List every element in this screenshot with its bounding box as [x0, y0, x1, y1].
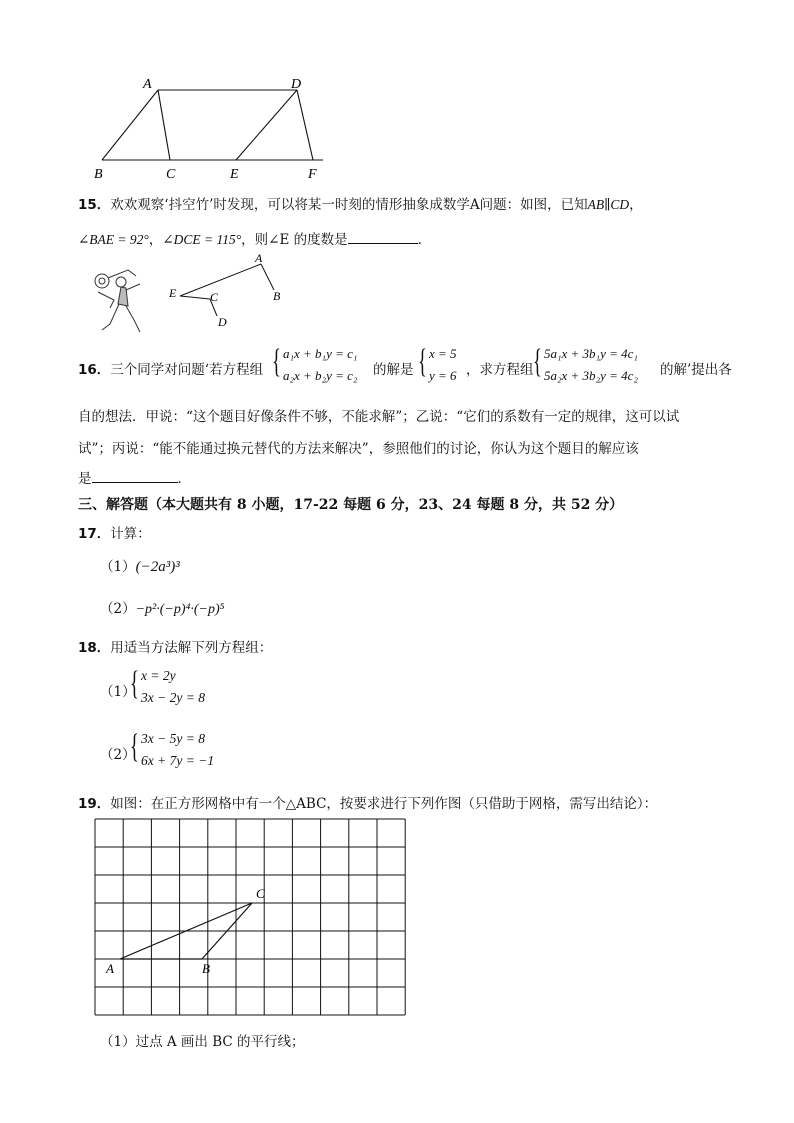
q18-title: 用适当方法解下列方程组：	[110, 640, 273, 656]
q16-line1	[78, 358, 263, 378]
q16-end: 的解’提出各	[660, 362, 732, 378]
q15-period: ．	[417, 232, 432, 248]
q16-sys2-eq1: 5a₁x + 3b₁y = 4c₁	[544, 346, 638, 361]
label-C: C	[166, 167, 176, 182]
q15-label-E: E	[169, 286, 177, 300]
q15-label-D: D	[218, 315, 227, 329]
q16-sys2-eq2: 5a₂x + 3b₂y = 4c₂	[544, 368, 638, 383]
q18-p1-eq2: 3x − 2y = 8	[141, 690, 205, 705]
q17-title: 计算：	[110, 526, 151, 542]
q15-comma: ，	[629, 197, 643, 213]
grid-label-C: C	[256, 886, 265, 901]
q16-brace-1: {	[272, 343, 281, 380]
q18-p2-brace: {	[130, 728, 139, 765]
q16-sol-eq2: y = 6	[429, 368, 457, 383]
q16-mid2: ，求方程组	[466, 362, 534, 378]
label-E: E	[230, 167, 239, 182]
q19-grid-figure	[92, 816, 414, 1020]
q16-answer-blank	[92, 468, 178, 483]
grid-label-B: B	[202, 961, 210, 976]
figure-q15	[166, 250, 296, 332]
q19-sub1: （1）过点 A 画出 BC 的平行线；	[100, 1034, 305, 1050]
q15-line1	[78, 193, 643, 213]
q17-p2-expr: −p²·(−p)⁴·(−p)⁵	[135, 602, 225, 617]
q16-sys1-eq2: a₂x + b₂y = c₂	[283, 368, 358, 383]
q15-cond2: ∠DCE = 115°	[162, 232, 242, 247]
q15-number: 15．	[78, 197, 111, 213]
q18-p2-eq1: 3x − 5y = 8	[141, 731, 205, 746]
q15-label-C: C	[210, 290, 219, 304]
q15-label-B: B	[273, 289, 281, 303]
q17-header	[78, 522, 151, 542]
q18-p1-brace: {	[130, 665, 139, 702]
square-grid	[95, 819, 405, 1015]
q15-text: 欢欢观察‘抖空竹’时发现，可以将某一时刻的情形抽象成数学A问题：如图，已知	[110, 197, 588, 213]
q15-answer-blank	[348, 229, 418, 244]
q16-intro: 三个同学对问题‘若方程组	[110, 362, 264, 378]
q16-number: 16．	[78, 362, 111, 378]
q16-line3: 试”；丙说：“能不能通过换元替代的方法来解决”，参照他们的讨论，你认为这个题目的解应该	[78, 441, 639, 457]
label-A: A	[143, 77, 152, 92]
q15-cond1: ∠BAE = 92°	[78, 232, 149, 247]
q15-ask: ，则∠E 的度数是	[241, 232, 348, 248]
q17-p1-expr: (−2a³)³	[135, 559, 180, 575]
q15-parallel: AB∥CD	[587, 197, 630, 212]
q18-p1-label: （1）	[100, 684, 136, 700]
q15-sep: ，	[148, 232, 163, 248]
label-F: F	[308, 167, 317, 182]
q15-line2	[78, 228, 431, 248]
q16-line4-text: 是	[78, 471, 92, 487]
q19-header	[78, 792, 657, 812]
q15-label-A: A	[255, 251, 263, 265]
q17-part2	[100, 597, 225, 618]
q17-p2-label: （2）	[100, 601, 136, 617]
q18-p1-eq1: x = 2y	[141, 668, 176, 683]
q16-brace-2: {	[418, 343, 427, 380]
q16-sys1-eq1: a₁x + b₁y = c₁	[283, 346, 358, 361]
q17-part1	[100, 555, 180, 576]
q16-line4	[78, 467, 191, 487]
q17-p1-label: （1）	[100, 559, 136, 575]
q19-number: 19．	[78, 796, 111, 812]
q16-period: ．	[177, 471, 191, 487]
q18-header	[78, 636, 272, 656]
q18-number: 18．	[78, 640, 111, 656]
diabolo-player-illustration	[88, 264, 150, 338]
q16-sol-eq1: x = 5	[429, 346, 457, 361]
q17-number: 17．	[78, 526, 111, 542]
q16-line2: 自的想法．甲说：“这个题目好像条件不够，不能求解”；乙说：“它们的系数有一定的规律，这可以试	[78, 409, 680, 425]
grid-label-A: A	[106, 961, 114, 976]
label-B: B	[94, 167, 103, 182]
q18-p2-label: （2）	[100, 747, 136, 763]
q16-brace-3: {	[533, 343, 542, 380]
q19-title: 如图：在正方形网格中有一个△ABC，按要求进行下列作图（只借助于网格，需写出结论）：	[110, 796, 658, 812]
q16-mid: 的解是	[373, 362, 414, 378]
section-3-title: 三、解答题（本大题共有 8 小题，17-22 每题 6 分，23、24 每题 8 分，共 52 分）	[78, 497, 624, 513]
label-D: D	[291, 77, 302, 92]
q18-p2-eq2: 6x + 7y = −1	[141, 753, 215, 768]
figure-top	[88, 72, 338, 184]
